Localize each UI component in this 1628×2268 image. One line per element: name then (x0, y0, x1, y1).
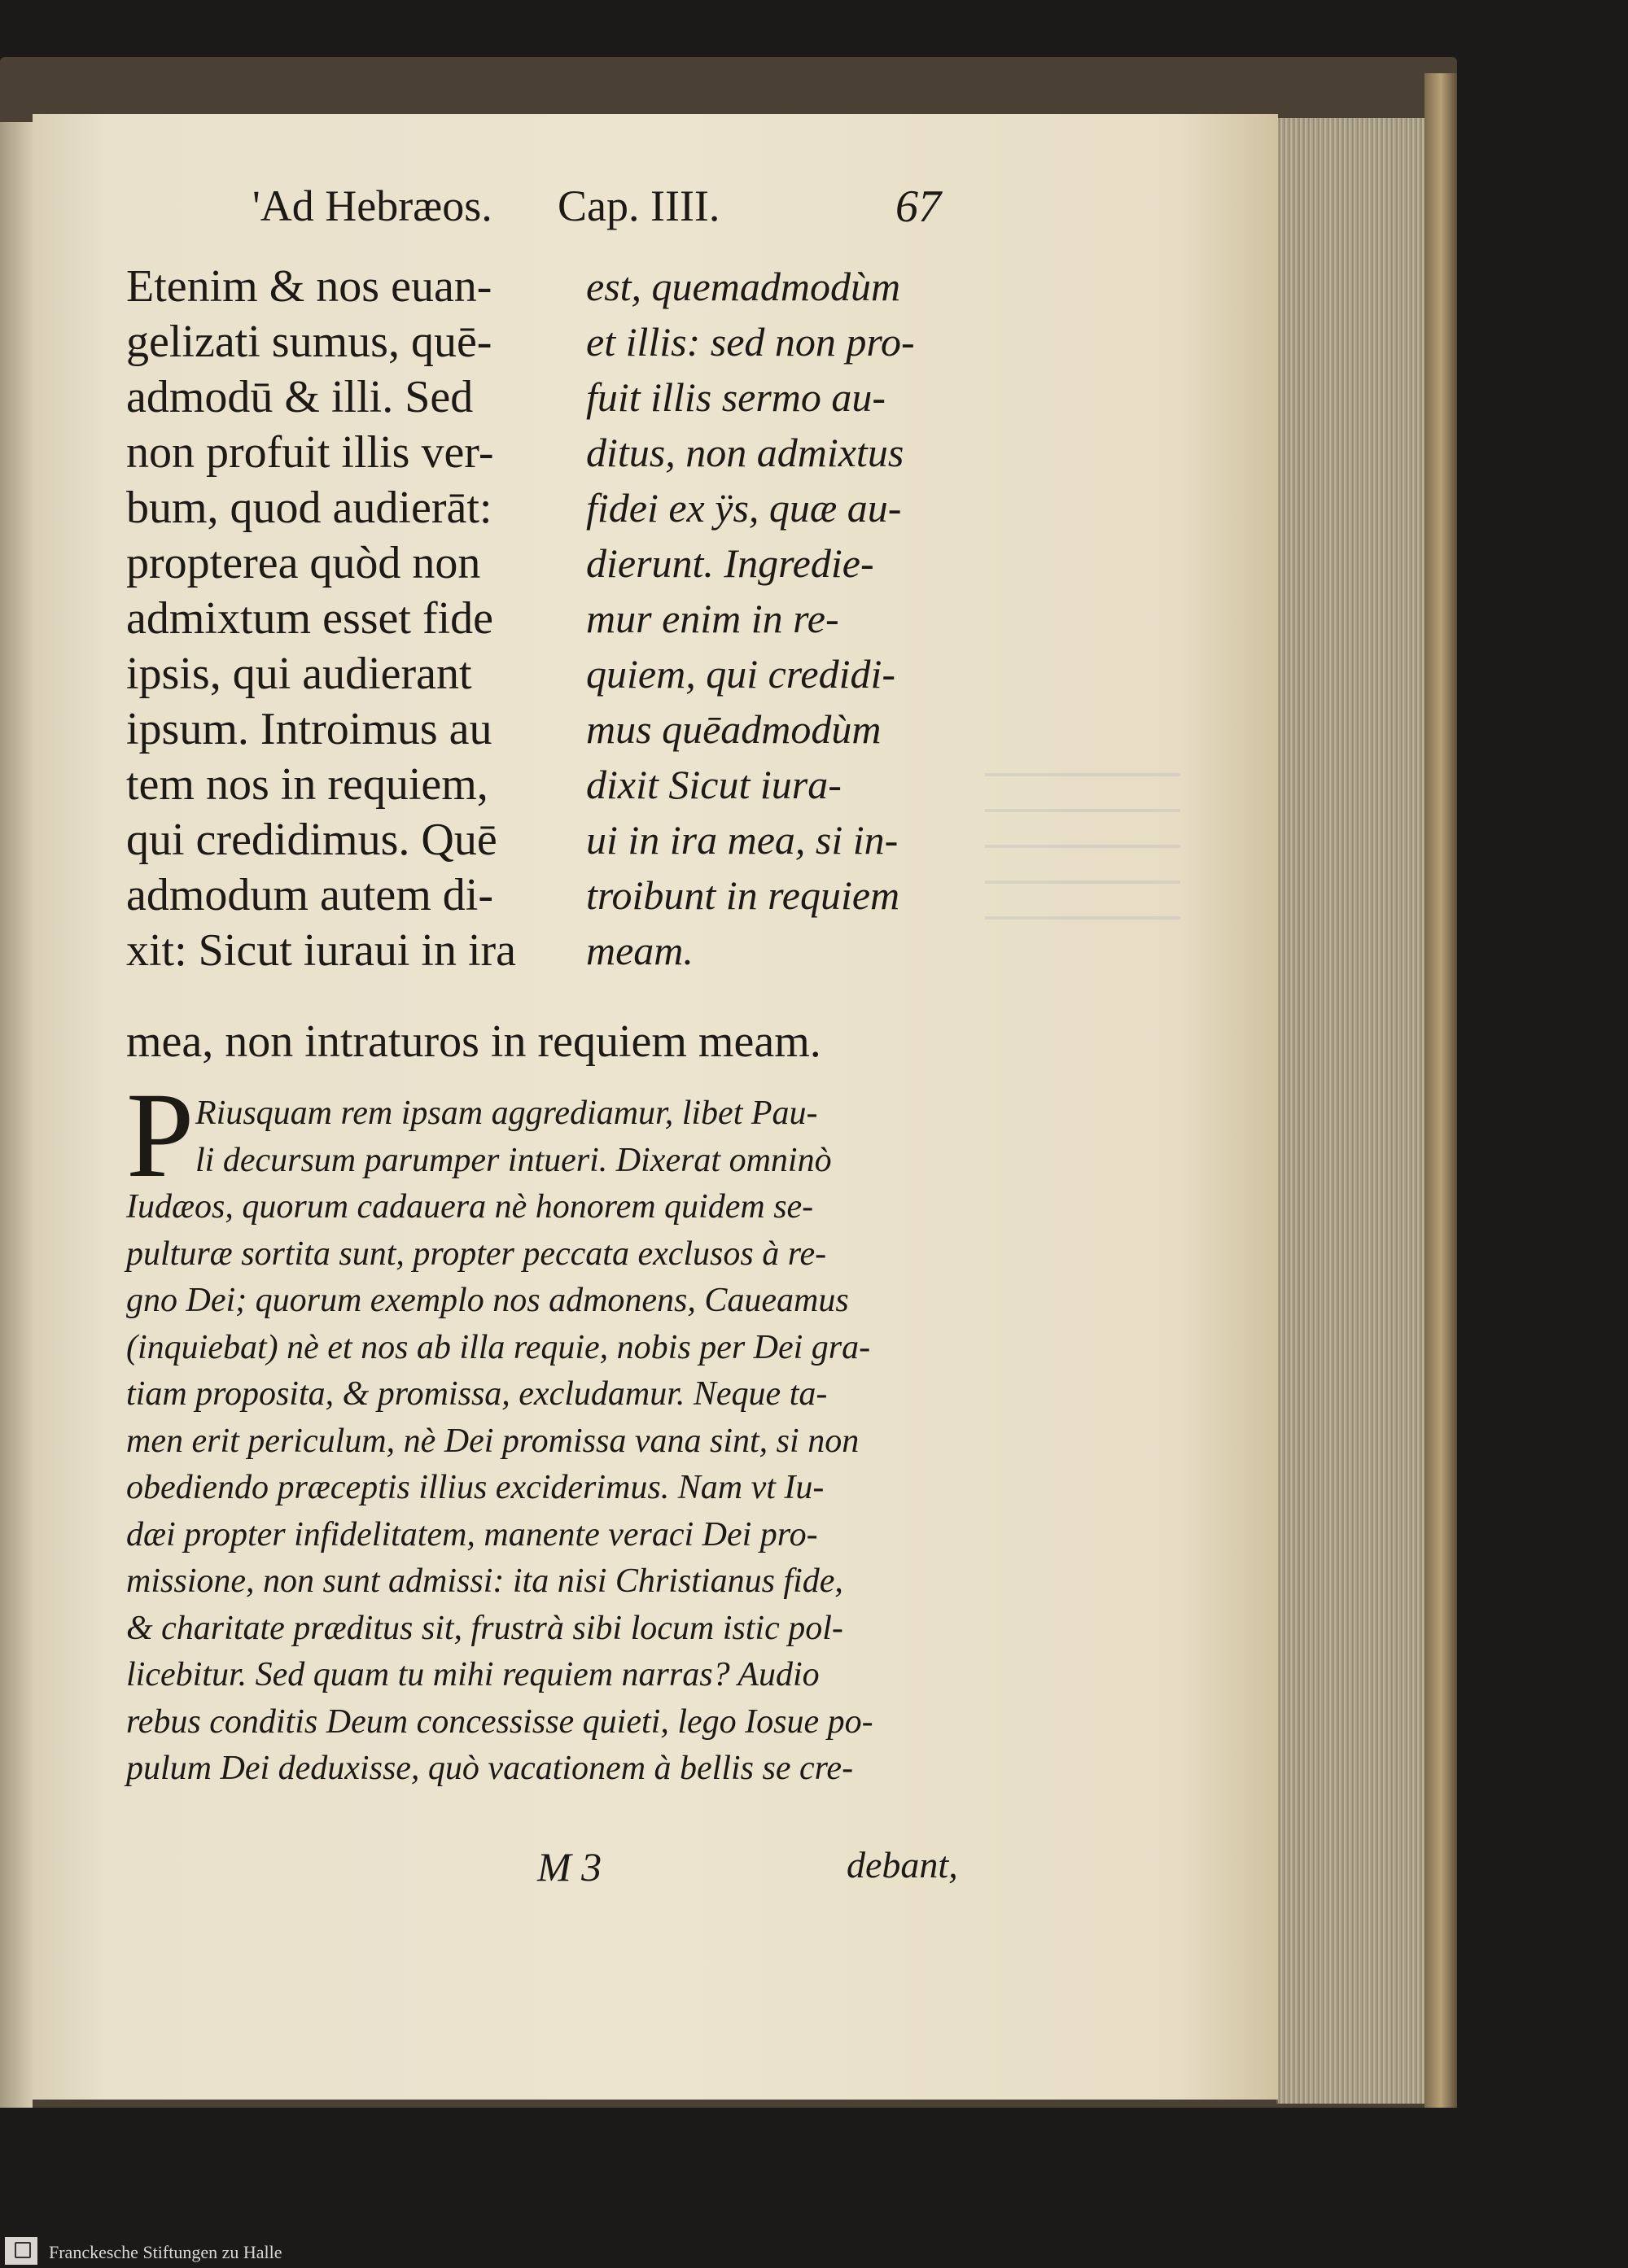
text-line: li decursum parumper intueri. Dixerat omninò (195, 1141, 832, 1179)
text-line: licebitur. Sed quam tu mihi requiem narras? Audio (126, 1656, 820, 1693)
left-page-edge (0, 122, 33, 2108)
text-line: meam. (586, 928, 694, 973)
text-line: admixtum esset fide (126, 593, 494, 644)
drop-cap: P (126, 1068, 195, 1203)
footer-credit: Franckesche Stiftungen zu Halle (49, 2242, 282, 2262)
text-line: ui in ira mea, si in- (586, 817, 899, 863)
text-line: troibunt in requiem (586, 872, 900, 918)
text-line: qui credidimus. Quē (126, 815, 497, 865)
text-line: ipsis, qui audierant (126, 649, 472, 699)
commentary-first-lines (195, 1090, 969, 1184)
text-line: ipsum. Introimus au (126, 704, 492, 754)
text-line: Iudæos, quorum cadauera nè honorem quidem se- (126, 1188, 814, 1226)
text-line: fuit illis sermo au- (586, 374, 886, 420)
text-line: fidei ex ÿs, quæ au- (586, 485, 902, 531)
text-line: rebus conditis Deum concessisse quieti, lego Iosue po- (126, 1702, 873, 1741)
text-line: bum, quod audierāt: (126, 483, 492, 533)
text-line: ditus, non admixtus (586, 430, 904, 475)
scripture-column-right (586, 259, 969, 978)
text-line: Riusquam rem ipsam aggrediamur, libet Pau- (195, 1095, 818, 1132)
page-number: 67 (895, 181, 941, 232)
text-line: propterea quòd non (126, 538, 481, 588)
binding-edge (1424, 73, 1457, 2108)
show-through-mark (985, 749, 1180, 952)
running-title: 'Ad Hebræos. (252, 181, 492, 230)
scripture-closing-line: mea, non intraturos in requiem meam. (126, 1016, 821, 1067)
commentary (126, 1184, 973, 1793)
text-line: non profuit illis ver- (126, 427, 494, 478)
text-line: tem nos in requiem, (126, 759, 488, 810)
text-line: obediendo præceptis illius exciderimus. Nam vt Iu- (126, 1469, 825, 1506)
text-line: quiem, qui credidi- (586, 651, 896, 697)
text-line: Etenim & nos euan- (126, 261, 492, 312)
text-line: missione, non sunt admissi: ita nisi Christianus fide, (126, 1562, 843, 1600)
text-line: (inquiebat) nè et nos ab illa requie, nobis per Dei gra- (126, 1328, 871, 1366)
logo-mark (15, 2242, 31, 2258)
text-line: mur enim in re- (586, 596, 839, 641)
text-line: gelizati sumus, quē- (126, 317, 492, 367)
text-line: est, quemadmodùm (586, 264, 901, 309)
text-line: dixit Sicut iura- (586, 762, 842, 807)
running-head (252, 181, 969, 238)
text-line: admodū & illi. Sed (126, 372, 474, 422)
text-line: pulturæ sortita sunt, propter peccata exclusos à re- (126, 1235, 827, 1273)
text-line: gno Dei; quorum exemplo nos admonens, Caueamus (126, 1282, 849, 1319)
text-line: & charitate præditus sit, frustrà sibi locum istic pol- (126, 1609, 843, 1647)
text-line: men erit periculum, nè Dei promissa vana sint, si non (126, 1422, 860, 1460)
text-line: admodum autem di- (126, 870, 494, 920)
catchword: debant, (847, 1844, 958, 1886)
text-line: et illis: sed non pro- (586, 319, 915, 365)
text-line: xit: Sicut iuraui in ira (126, 925, 517, 976)
scripture-column-left (126, 259, 566, 978)
text-line: mus quēadmodùm (586, 706, 882, 752)
page-fore-edge (1276, 118, 1429, 2104)
text-line: tiam proposita, & promissa, excludamur. Neque ta- (126, 1375, 828, 1413)
signature-mark: M 3 (537, 1844, 602, 1890)
text-line: dæi propter infidelitatem, manente veraci Dei pro- (126, 1515, 818, 1554)
text-line: dierunt. Ingredie- (586, 540, 874, 586)
text-line: pulum Dei deduxisse, quò vacationem à bellis se cre- (126, 1750, 854, 1787)
running-chapter: Cap. IIII. (558, 181, 720, 230)
library-logo-icon (5, 2237, 37, 2265)
footer-bar (0, 2234, 1628, 2268)
